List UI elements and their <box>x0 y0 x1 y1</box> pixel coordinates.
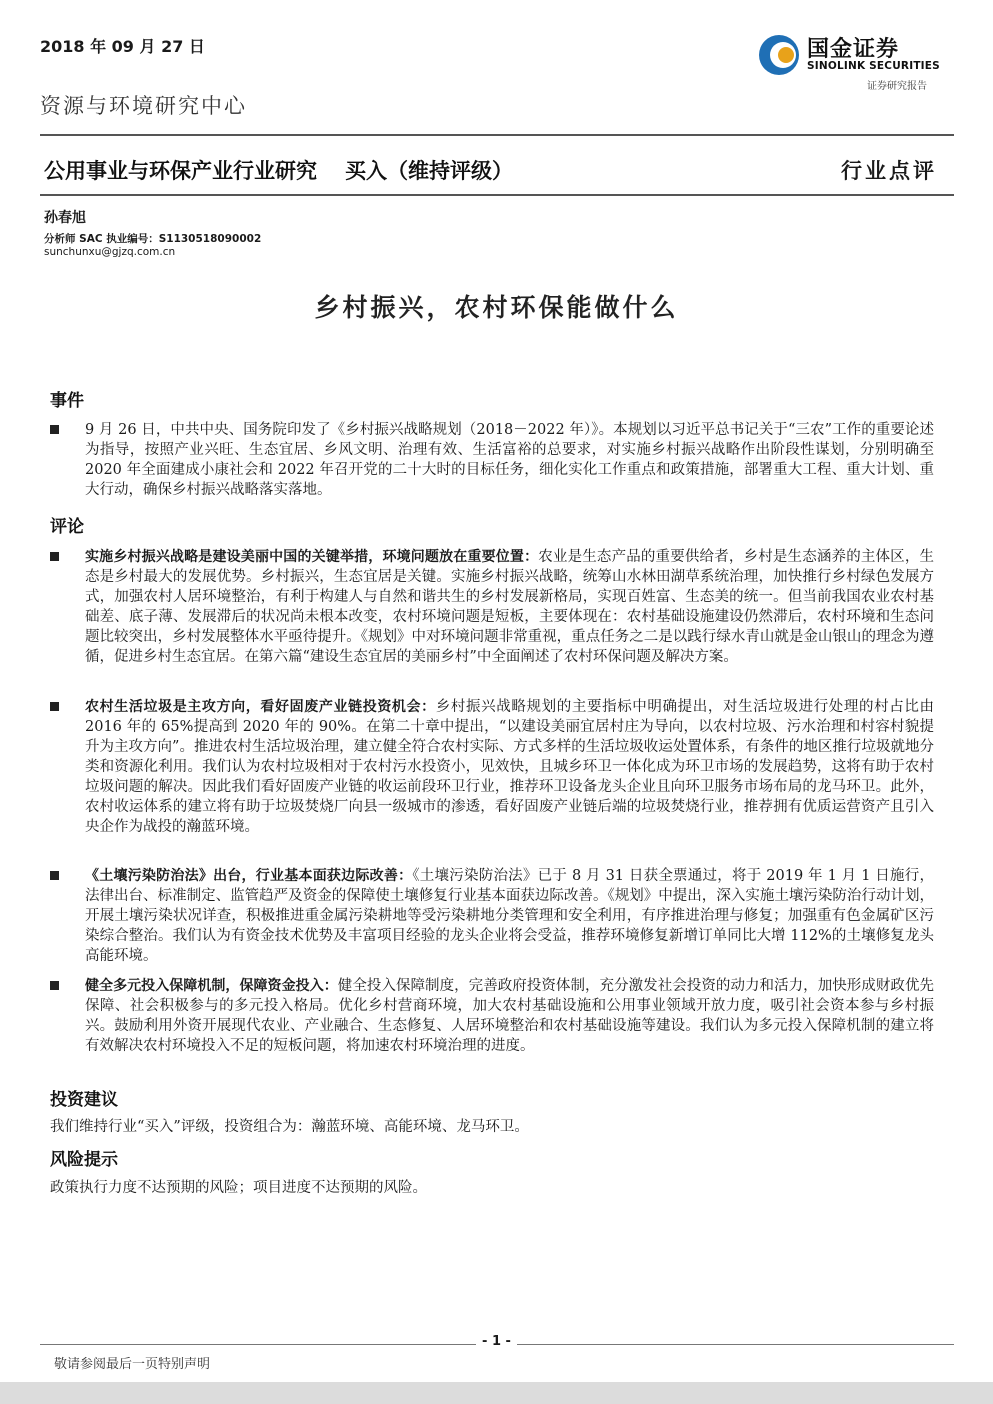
section-heading-event: 事件 <box>50 391 84 411</box>
author-sac-number: 分析师 SAC 执业编号：S1130518090002 <box>44 233 262 245</box>
bullet-square-icon <box>50 425 59 434</box>
header-divider <box>40 134 954 136</box>
comment-item-lead: 农村生活垃圾是主攻方向，看好固废产业链投资机会： <box>85 699 436 715</box>
risk-text: 政策执行力度不达预期的风险；项目进度不达预期的风险。 <box>50 1180 427 1196</box>
bullet-square-icon <box>50 871 59 880</box>
section-heading-comment: 评论 <box>50 517 84 537</box>
comment-item <box>50 697 934 837</box>
event-item <box>50 420 934 500</box>
investment-text: 我们维持行业“买入”评级，投资组合为：瀚蓝环境、高能环境、龙马环卫。 <box>50 1119 529 1135</box>
section-heading-investment: 投资建议 <box>50 1090 118 1110</box>
section-heading-risk: 风险提示 <box>50 1150 118 1170</box>
comment-item <box>50 547 934 667</box>
company-logo <box>757 30 957 100</box>
comment-item-lead: 实施乡村振兴战略是建设美丽中国的关键举措，环境问题放在重要位置： <box>85 549 539 565</box>
author-email[interactable]: sunchunxu@gjzq.com.cn <box>44 246 176 258</box>
report-type: 行业点评 <box>841 158 937 183</box>
logo-subtitle: 证券研究报告 <box>867 81 927 92</box>
comment-item-text: 健全投入保障制度，完善政府投资体制，充分激发社会投资的动力和活力，加快形成财政优先保障、社会积极参与的多元投入格局。优化乡村营商环境，加大农村基础设施和公用事业领域开放力度，吸引社会资本参与乡村振兴。鼓励利用外资开展现代农业、产业融合、生态修复、人居环境整治和农村基础设施等建设。我们认为多元投入保障机制的建立将有效解决农村环境投入不足的短板问题，将加速农村环境治理的进度。 <box>85 978 935 1054</box>
page-number-text: - 1 - <box>476 1334 517 1349</box>
research-center: 资源与环境研究中心 <box>40 94 247 118</box>
report-title: 乡村振兴，农村环保能做什么 <box>314 293 679 322</box>
comment-item <box>50 866 934 966</box>
logo-chinese-name: 国金证券 <box>807 37 900 62</box>
disclaimer-note: 敬请参阅最后一页特别声明 <box>54 1357 211 1372</box>
comment-item-text: 乡村振兴战略规划的主要指标中明确提出，对生活垃圾进行处理的村占比由 2016 年的 65%提高到 2020 年的 90%。在第二十章中提出，“以建设美丽宜居村庄为导向，以农村垃圾、污水治理和村容村貌提升为主攻方向”。推进农村生活垃圾治理，建立健全符合农村实际、方式多样的生活垃圾收运处置体系，有条件的地区推行垃圾就地分类和资源化利用。我们认为农村垃圾相对于农村污水投资小，见效快，且城乡环卫一体化成为环卫市场的发展趋势，这将有助于农村垃圾问题的解决。因此我们看好固废产业链的收运前段环卫行业，推荐环卫设备龙头企业且向环卫服务市场布局的龙马环卫。此外，农村收运体系的建立将有助于垃圾焚烧厂向县一级城市的渗透，看好固废产业链后端的垃圾焚烧行业，推荐拥有优质运营资产且引入央企作为战投的瀚蓝环境。 <box>85 699 935 835</box>
logo-english-name: SINOLINK SECURITIES <box>807 60 940 72</box>
page-number <box>0 1334 993 1349</box>
comment-item-lead: 《土壤污染防治法》出台，行业基本面获边际改善： <box>85 868 413 884</box>
author-name: 孙春旭 <box>44 210 86 226</box>
event-text: 9 月 26 日，中共中央、国务院印发了《乡村振兴战略规划（2018－2022 年）》。本规划以习近平总书记关于“三农”工作的重要论述为指导，按照产业兴旺、生态宜居、乡风文明、治理有效、生活富裕的总要求，对实施乡村振兴战略作出阶段性谋划，分别明确至 2020 年全面建成小康社会和 2022 年召开党的二十大时的目标任务，细化实化工作重点和政策措施，部署重大工程、重大计划、重大行动，确保乡村振兴战略落实落地。 <box>85 422 934 498</box>
comment-item-text: 农业是生态产品的重要供给者，乡村是生态涵养的主体区，生态是乡村最大的发展优势。乡村振兴，生态宜居是关键。实施乡村振兴战略，统筹山水林田湖草系统治理，加快推行乡村绿色发展方式，加强农村人居环境整治，有利于构建人与自然和谐共生的乡村发展新格局，实现百姓富、生态美的统一。但当前我国农业农村基础差、底子薄、发展滞后的状况尚未根本改变，农村环境问题是短板，主要体现在：农村基础设施建设仍然滞后，农村环境和生态问题比较突出，乡村发展整体水平亟待提升。《规划》中对环境问题非常重视，重点任务之二是以践行绿水青山就是金山银山的理念为遵循，促进乡村生态宜居。在第六篇“建设生态宜居的美丽乡村”中全面阐述了农村环保问题及解决方案。 <box>85 549 935 665</box>
comment-item-text: 《土壤污染防治法》已于 8 月 31 日获全票通过，将于 2019 年 1 月 1 日施行，法律出台、标准制定、监管趋严及资金的保障使土壤修复行业基本面获边际改善。《规划》中提出，深入实施土壤污染防治行动计划，开展土壤污染状况详查，积极推进重金属污染耕地等受污染耕地分类管理和安全利用，有序推进治理与修复；加强重有色金属矿区污染综合整治。我们认为有资金技术优势及丰富项目经验的龙头企业将会受益，推荐环境修复新增订单同比大增 112%的土壤修复龙头高能环境。 <box>85 868 934 964</box>
industry-name: 公用事业与环保产业行业研究 <box>44 159 317 183</box>
industry-headline <box>44 155 541 185</box>
comment-item-lead: 健全多元投入保障机制，保障资金投入： <box>85 978 338 994</box>
sinolink-logo-icon <box>757 33 801 77</box>
bullet-square-icon <box>50 702 59 711</box>
page-bottom-bar <box>0 1382 993 1404</box>
comment-item <box>50 976 934 1056</box>
bullet-square-icon <box>50 981 59 990</box>
headline-divider <box>40 194 954 196</box>
bullet-square-icon <box>50 552 59 561</box>
rating-label: 买入（维持评级） <box>345 159 513 183</box>
report-date: 2018 年 09 月 27 日 <box>40 37 205 56</box>
